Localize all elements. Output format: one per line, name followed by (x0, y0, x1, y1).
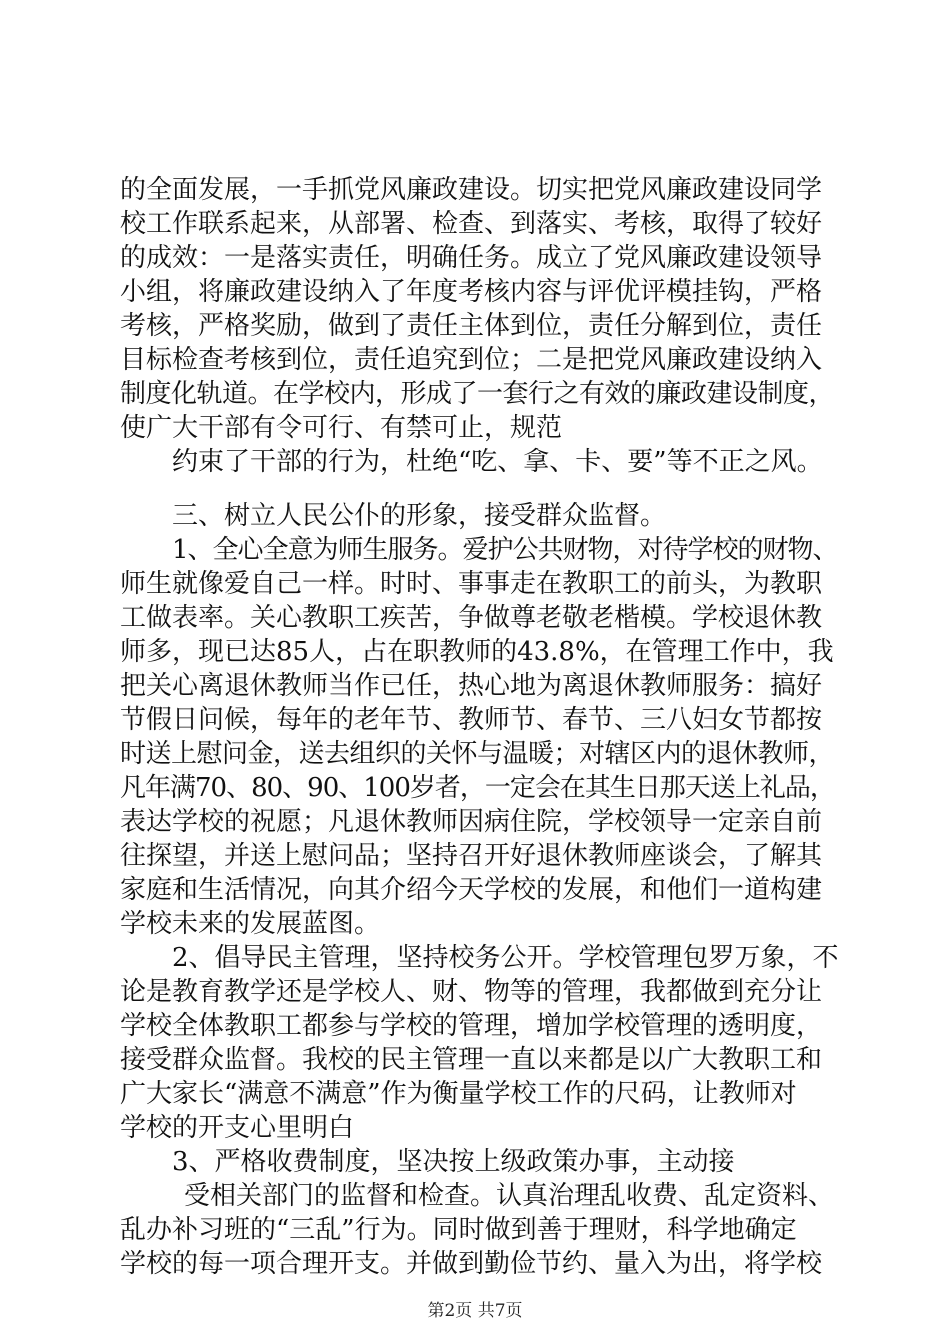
text-line: 节假日问候，每年的老年节、教师节、春节、三八妇女节都按 (120, 705, 823, 735)
text-line: 制度化轨道。在学校内，形成了一套行之有效的廉政建设制度， (120, 379, 835, 409)
text-line: 的成效：一是落实责任，明确任务。成立了党风廉政建设领导 (120, 243, 823, 273)
text-line: 学校的每一项合理开支。并做到勤俭节约、量入为出，将学校 (120, 1249, 823, 1279)
text-line: 把关心离退休教师当作已任，热心地为离退休教师服务：搞好 (120, 671, 823, 701)
text-line: 目标检查考核到位，责任追究到位；二是把党风廉政建设纳入 (120, 345, 823, 375)
text-line: 表达学校的祝愿；凡退休教师因病住院，学校领导一定亲自前 (120, 807, 823, 837)
text-line: 家庭和生活情况，向其介绍今天学校的发展，和他们一道构建 (120, 875, 823, 905)
text-line: 学校全体教职工都参与学校的管理，增加学校管理的透明度， (120, 1011, 823, 1041)
text-line: 使广大干部有令可行、有禁可止，规范 (120, 413, 563, 443)
text-line: 1、全心全意为师生服务。爱护公共财物，对待学校的财物、 (172, 535, 838, 565)
text-line: 接受群众监督。我校的民主管理一直以来都是以广大教职工和 (120, 1045, 823, 1075)
text-line: 凡年满70、80、90、100岁者，一定会在其生日那天送上礼品， (120, 773, 835, 803)
text-line: 师多，现已达85人，占在职教师的43.8%，在管理工作中，我 (120, 637, 834, 667)
text-line: 时送上慰问金，送去组织的关怀与温暖；对辖区内的退休教师， (120, 739, 835, 769)
text-line: 往探望，并送上慰问品；坚持召开好退休教师座谈会，了解其 (120, 841, 823, 871)
text-line: 乱办补习班的“三乱”行为。同时做到善于理财，科学地确定 (120, 1215, 797, 1245)
text-line: 学校的开支心里明白 (120, 1113, 355, 1143)
text-line: 广大家长“满意不满意”作为衡量学校工作的尺码，让教师对 (120, 1079, 797, 1109)
text-line: 3、严格收费制度，坚决按上级政策办事，主动接 (172, 1147, 735, 1177)
text-line: 考核，严格奖励，做到了责任主体到位，责任分解到位，责任 (120, 311, 823, 341)
text-line: 论是教育教学还是学校人、财、物等的管理，我都做到充分让 (120, 977, 823, 1007)
text-line: 校工作联系起来，从部署、检查、到落实、考核，取得了较好 (120, 209, 823, 239)
text-line: 2、倡导民主管理，坚持校务公开。学校管理包罗万象，不 (172, 943, 839, 973)
text-line: 约束了干部的行为，杜绝“吃、拿、卡、要”等不正之风。 (172, 447, 823, 477)
section-heading: 三、树立人民公仆的形象，接受群众监督。 (172, 501, 667, 531)
text-line: 受相关部门的监督和检查。认真治理乱收费、乱定资料、 (184, 1181, 835, 1211)
text-line: 的全面发展，一手抓党风廉政建设。切实把党风廉政建设同学 (120, 175, 823, 205)
text-line: 小组，将廉政建设纳入了年度考核内容与评优评模挂钩，严格 (120, 277, 823, 307)
text-line: 学校未来的发展蓝图。 (120, 909, 381, 939)
text-line: 工做表率。关心教职工疾苦，争做尊老敬老楷模。学校退休教 (120, 603, 823, 633)
text-line: 师生就像爱自己一样。时时、事事走在教职工的前头，为教职 (120, 569, 823, 599)
page-footer: 第2页 共7页 (427, 1301, 523, 1321)
